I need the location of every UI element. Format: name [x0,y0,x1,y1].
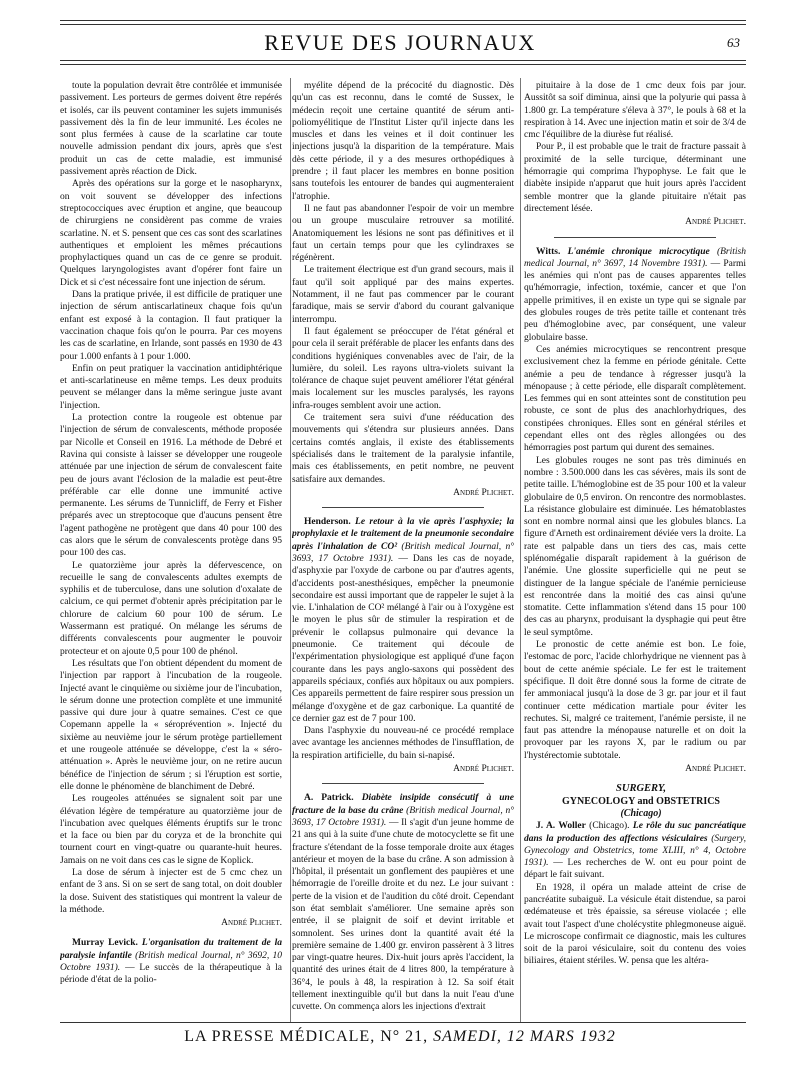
author-signature: André Plichet. [453,764,514,775]
paragraph: Le quatorzième jour après la défervescence, on recueille le sang de convalescents adultes exempts de syphilis et de tuberculose, dans une solution d'oxalate de calcium, ce qui permet d'obtenir après précipitation par le chlorure de calcium 60 pour 100 de sérum. Le Wassermann est pratiqué. On mélange les sérums de différents convalescents pour augmenter le pouvoir protecteur et on ajoute 0,5 pour 100 de phénol. [60,560,282,657]
journal-title: REVUE DES JOURNAUX [264,30,536,55]
article-review [60,937,282,986]
article-author: J. A. Woller [536,821,586,832]
author-signature: André Plichet. [221,918,282,929]
paragraph: Ces anémies microcytiques se rencontrent presque exclusivement chez la femme en période génitale. Cette anémie a peu de tendance à régresser jusqu'à la ménopause ; à cette période, elle disparaît complètement. Les femmes qui en sont atteintes sont de constitution peu robuste, ce sont de plus des anachlorhydriques, des constipées chroniques. Elles sont en général stériles et cependant elles ont des règles allongées ou des hémorragies post partum qui durent des semaines. [524,344,746,454]
paragraph: Les globules rouges ne sont pas très diminués en nombre : 3.500.000 dans les cas sévères, mais ils sont de petite taille. L'hémoglobine est de 35 pour 100 et la valeur globulaire de 0,5 environ. On rencontre des normoblastes. La résistance globulaire est diminuée. Les hématoblastes sont en nombre normal ainsi que les globules blancs. La figure d'Arneth est ordinairement déviée vers la droite. La rate est palpable dans un tiers des cas, mais cette splénomégalie disparaît rapidement à la guérison de l'anémie. Une glossite superficielle qui ne peut se distinguer de la langue spéciale de l'anémie pernicieuse est rencontrée dans la moitié des cas ainsi qu'une stomatite. Cette inflammation s'étend dans 15 pour 100 des cas au pharynx, produisant la dysphagie qui peut être le seul symptôme. [524,455,746,638]
paragraph: Dans l'asphyxie du nouveau-né ce procédé remplace avec avantage les anciennes méthodes de l'insufflation, de la respiration artificielle, du bain si-napisé. [292,726,514,761]
article-review [292,792,514,1013]
article-body: — Il s'agit d'un jeune homme de 21 ans qui à la suite d'une chute de motocyclette se fit une fracture s'étendant de la fosse temporale droite aux étages antérieur et moyen de la base du crâne. A son admission à l'hôpital, il présentait un gonflement des paupières et une hémorragie de l'oreille droite et du nez. Le jour suivant : perte de la vision et de l'audition du côté droit. Cependant son état semblait s'améliorer. Une semaine après son entrée, il se plaignit de soif et devint irritable et somnolent. Ses urines dont la quantité avait été la première semaine de 1.400 gr. environ passèrent à 3 litres par vingt-quatre heures. Dix-huit jours après l'accident, la quantité des urines était de 4 litres 800, la température à 36°4, le pouls à 48, la respiration à 12. Sa soif était tellement inextinguible qu'il but dans la nuit l'eau d'une cuvette. On commença alors les injections d'extrait [292,817,514,1013]
paragraph: myélite dépend de la précocité du diagnostic. Dès qu'un cas est reconnu, dans le comté de Sussex, le médecin reçoit une certaine quantité de sérum anti-poliomyélitique de l'Institut Lister qu'il injecte dans les muscles et dans les veines et il doit continuer les injections jusqu'à la disparition de la température. Mais dès cette période, il y a des mesures orthopédiques à prendre ; il faut placer les membres en bonne position sans toutefois les entourer de bandes qui augmenteraient l'atrophie. [292,81,514,202]
paragraph: Les rougeoles atténuées se signalent soit par une élévation légère de température au quatorzième jour de l'incubation avec quelques éléments éruptifs sur le tronc et la face ou bien par du coryza et de la bronchite qui tournent court en vingt-quatre ou quarante-huit heures. Jamais on ne voit dans ces cas le signe de Koplick. [60,794,282,866]
article-citation: (Surgery, Gynecology and Obstetrics, tome XLIII, n° 4, Octobre 1931). [524,833,746,869]
paragraph: pituitaire à la dose de 1 cmc deux fois par jour. Aussitôt sa soif diminua, ainsi que la polyurie qui passa à 1.800 gr. La température s'éleva à 37°, le pouls à 68 et la respiration à 14. Avec une injection matin et soir de 3/4 de cmc l'équilibre de la diurèse fut réalisé. [524,81,746,141]
page-number: 63 [727,35,740,50]
section-city: (Chicago) [620,807,662,819]
paragraph: La protection contre la rougeole est obtenue par l'injection de sérum de convalescents, méthode proposée par Nicolle et Conseil en 1916. La méthode de Debré et Ravina qui consiste à laisser se développer une rougeole atténuée par une injection de sérum de convalescent faite peu de jours avant l'éclosion de la maladie est peut-être préférable car elle donne une immunité active permanente. Les sérums de Tunnicliff, de Ferry et Fisher préparés avec un streptocoque que d'aucuns pensent être l'agent pathogène ne protègent que dans 40 pour 100 des cas alors que le sérum de convalescents protège dans 95 pour 100 des cas. [60,413,282,559]
article-body: — Le succès de la thérapeutique à la période d'état de la polio- [60,963,282,986]
paragraph: Après des opérations sur la gorge et le nasopharynx, on voit souvent se développer des infections streptococciques avec éruption et angine, que beaucoup de chirurgiens ne considèrent pas comme de vraies scarlatine. N. et S. pensent que ces cas sont des scarlatines authentiques et emploient les mêmes précautions prophylactiques quand un cas de ce genre se produit. Quelques laryngologistes avant d'opérer font faire un Dick et si c'est nécessaire font une injection de sérum. [60,179,282,288]
paragraph: Le pronostic de cette anémie est bon. Le foie, l'estomac de porc, l'acide chlorhydrique ne viennent pas à bout de cette anémie spéciale. Le fer est le traitement spécifique. Il doit être donné sous la forme de citrate de fer ammoniacal jusqu'à la dose de 3 gr. par jour et il faut continuer cette médication martiale pour éviter les rechutes. Si, malgré ce traitement, l'anémie persiste, il ne faut pas attendre la ménopause naturelle et on doit la provoquer par les rayons X, par le radium ou par l'hystérectomie subtotale. [524,640,746,761]
paragraph: Le traitement électrique est d'un grand secours, mais il faut qu'il soit appliqué par des mains expertes. Notamment, il ne faut pas commencer par le courant faradique, mais se servir d'abord du courant galvanique interrompu. [292,265,514,325]
article-title: L'anémie chronique microcytique [567,246,710,257]
header-top-rule [60,20,746,25]
footer-date: SAMEDI, 12 MARS 1932 [433,1028,616,1045]
article-title: L'organisation du traitement de la paralysie infantile [60,938,282,961]
paragraph: Il faut également se préoccuper de l'état général et pour cela il serait préférable de placer les enfants dans des conditions hygiéniques convenables avec de l'air, de la lumière, du soleil. Les rayons ultra-violets suivant la tolérance de chaque sujet peuvent améliorer l'état général mais localement sur les muscles paralysés, les rayons infra-rouges semblent avoir une action. [292,326,514,411]
paragraph: Ce traitement sera suivi d'une rééducation des mouvements qui s'étendra sur plusieurs années. Dans certains comtés anglais, il existe des établissements spécialisés dans le traitement de la paralysie infantile, mais ces établissements, en petit nombre, ne peuvent satisfaire aux demandes. [292,413,514,485]
footer-line [0,1028,800,1046]
paragraph: Dans la pratique privée, il est difficile de pratiquer une injection de sérum antiscarlatineux chaque fois qu'un enfant est exposé à la contagion. Il faut pratiquer la vaccination chaque fois qu'on le pourra. Par ces moyens les cas de scarlatine, en Irlande, sont passés en 1930 de 43 pour 1.000 enfants à 1 pour 1.000. [60,290,282,362]
article-author: Murray Levick. [72,938,138,949]
paragraph: Il ne faut pas abandonner l'espoir de voir un membre ou un groupe musculaire retrouver sa motilité. Anatomiquement les lésions ne sont pas définitives et il faut un certain temps pour que les cylindraxes se régénèrent. [292,203,514,264]
author-signature: André Plichet. [685,764,746,775]
column-divider [290,78,291,1022]
article-title: Diabète insipide consécutif à une fracture de la base du crâne [292,793,514,816]
paragraph: En 1928, il opéra un malade atteint de crise de pancréatite subaiguë. La vésicule était distendue, sa paroi œdémateuse et très épaissie, sa séreuse violacée ; elle avait tout l'aspect d'une cholécystite phlegmoneuse aiguë. Le microscope confirmait ce diagnostic, mais les cultures soit de la paroi vésiculaire, soit du contenu des voies biliaires, étaient stériles. W. pensa que les altéra- [524,882,746,967]
paragraph: toute la population devrait être contrôlée et immunisée passivement. Les porteurs de germes doivent être repérés et isolés, car ils peuvent contaminer les sujets immunisés passivement dès la fin de leur immunité. Les écoles ne sont plus fermées à cause de la scarlatine car toute nouvelle admission pendant dix jours, après que s'est produit un cas de cette maladie, est immunisé passivement après réaction de Dick. [60,81,282,178]
author-signature: André Plichet. [685,217,746,228]
article-citation: (British medical Journal, n° 3693, 17 Octobre 1931). [292,805,514,828]
paragraph: Les résultats que l'on obtient dépendent du moment de l'injection par rapport à l'incubation de la rougeole. Injecté avant le cinquième ou sixième jour de l'incubation, le sérum donne une protection complète et une immunité passive qui dure jour à quatre semaines. C'est ce que Copemann appelle la « séroprévention ». Injecté du sixième au neuvième jour le sérum protège partiellement et une rougeole atténuée se développe, c'est la « séro-atténuation ». Après le neuvième jour, on ne retire aucun bénéfice de l'injection de sérum ; si l'éruption est sortie, elle donne le phénomène de blanchiment de Debré. [60,658,282,792]
column-divider [520,78,521,1022]
article-body: — Les recherches de W. ont eu pour point de départ le fait suivant. [524,858,746,881]
paragraph: La dose de sérum à injecter est de 5 cmc chez un enfant de 3 ans. Si on se sert de sang total, on doit doubler la dose. Suivent des statistiques qui montrent la valeur de la méthode. [60,868,282,915]
author-signature: André Plichet. [453,487,514,498]
article-review [524,820,746,881]
article-separator [322,507,484,508]
article-review [292,516,514,725]
section-subheading: GYNECOLOGY and OBSTETRICS [561,795,720,807]
article-author: Henderson. [304,517,351,528]
paragraph: Pour P., il est probable que le trait de fracture passait à proximité de la selle turcique, déterminant une hémorragie qui comprima l'hypophyse. Le fait que le diabète insipide n'apparut que huit jours après l'accident semble montrer que la glande pituitaire n'était pas directement lésée. [524,142,746,214]
article-separator [322,783,484,784]
article-title: Le rôle du suc pancréatique dans la production des affections vésiculaires [524,821,746,844]
section-heading: SURGERY, [616,783,666,795]
column-3 [524,80,746,1020]
column-1 [60,80,282,1020]
article-title: Le retour à la vie après l'asphyxie; la prophylaxie et le traitement de la pneumonie secondaire après l'inhalation de CO² [292,517,514,552]
footer-journal: LA PRESSE MÉDICALE, N° 21, [184,1028,429,1045]
paragraph: Enfin on peut pratiquer la vaccination antidiphtérique et anti-scarlatineuse en même temps. Les deux produits peuvent se mélanger dans la même seringue juste avant l'injection. [60,363,282,411]
article-body: — Parmi les anémies qui n'ont pas de causes apparentes telles qu'hémorragie, infection, toxémie, cancer et que l'on appelle primitives, il en existe un type qui se signale par des globules rouges de très petite taille et contenant très peu d'hémoglobine avec, par conséquent, une valeur globulaire basse. [524,258,746,343]
article-citation: (British medical Journal, n° 3697, 14 Novembre 1931). [524,246,746,269]
article-body: — Dans les cas de noyade, d'asphyxie par l'oxyde de carbone ou par d'autres agents, d'accidents post-anesthésiques, empêcher la pneumonie secondaire est aussi important que de rappeler le sujet à la vie. L'inhalation de CO² mélangé à l'air ou à l'oxygène est le moyen le plus sûr de stimuler la respiration et de prévenir le collapsus pulmonaire qui devance la pneumonie. Ce traitement qui découle de l'expérimentation physiologique est appliqué d'une façon courante dans les pays anglo-saxons qui possèdent des appareils spéciaux, confiés aux hôpitaux ou aux pompiers. Ces appareils permettent de faire respirer sous pression un mélange d'oxygène et de gaz carbonique. La quantité de ce dernier gaz est de 7 pour 100. [292,553,514,724]
article-author-city: (Chicago). [589,821,630,832]
article-review [524,246,746,344]
article-citation: (British medical Journal, n° 3692, 10 Octobre 1931). [60,950,282,974]
article-citation: (British medical Journal, n° 3693, 17 Octobre 1931). [292,541,514,564]
article-author: A. Patrick. [304,793,354,804]
header-bottom-rule [60,60,746,65]
article-separator [554,237,716,238]
footer-rule [60,1022,746,1023]
column-2 [292,80,514,1020]
article-author: Witts. [536,246,561,257]
